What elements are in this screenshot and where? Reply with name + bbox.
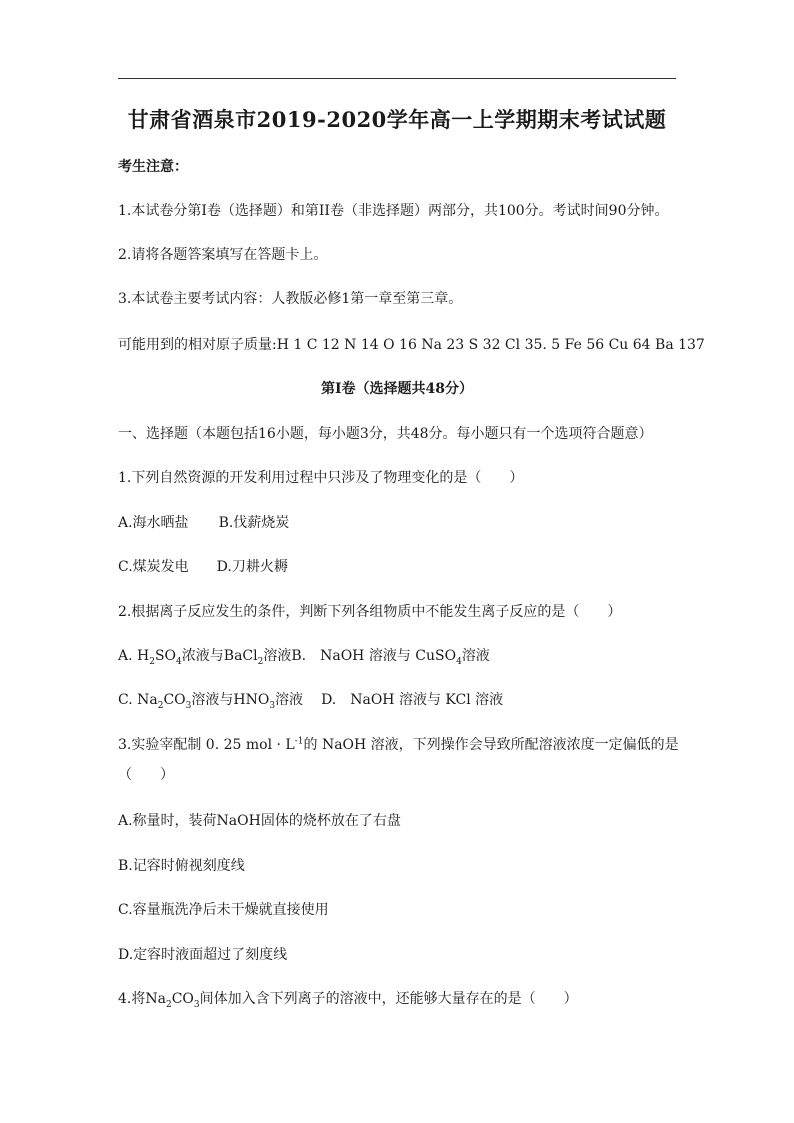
q1-option-b: B.伐薪烧炭 [218, 515, 290, 531]
notice-item-3: 3.本试卷主要考试内容：人教版必修1第一章至第三章。 [118, 291, 463, 307]
part-intro: 一、选择题（本题包括16小题，每小题3分，共48分。每小题只有一个选项符合题意） [118, 426, 653, 442]
q1-option-a: A.海水晒盐 [118, 515, 189, 531]
q3-option-d: D.定容时液面超过了刻度线 [118, 947, 288, 963]
header-rule [118, 78, 676, 79]
q2-options-ab [118, 646, 490, 666]
q2-options-cd [118, 690, 503, 710]
q3-stem: 3.实验宰配制 0. 25 mol · $L^{-1}$的 NaOH 溶液，下列操作会导致所配溶液浓度一定偏低的是 [118, 736, 679, 753]
q3-stem-continued: （ ） [118, 767, 174, 783]
q2-option-d: D. NaOH 溶液与 KCl 溶液 [321, 692, 504, 708]
q2-stem: 2.根据离子反应发生的条件，判断下列各组物质中不能发生离子反应的是（ ） [118, 604, 622, 620]
q3-option-b: B.记容时俯视刻度线 [118, 858, 245, 874]
q1-stem: 1.下列自然资源的开发利用过程中只涉及了物理变化的是（ ） [118, 470, 524, 486]
q2-option-c: C. $Na_2CO_3$溶液与$HNO_3$溶液 [118, 692, 304, 711]
notice-heading: 考生注意： [118, 159, 188, 175]
atomic-masses: 可能用到的相对原子质量:H 1 C 12 N 14 O 16 Na 23 S 32 Cl 35. 5 Fe 56 Cu 64 Ba 137 [118, 337, 705, 353]
q2-option-b: NaOH 溶液与 CuSO$_4$溶液 [320, 648, 490, 667]
q1-options-ab [118, 513, 289, 533]
q1-options-cd [118, 557, 288, 577]
q3-option-c: C.容量瓶洗净后未干燥就直接使用 [118, 902, 329, 918]
page-title: 甘肃省酒泉市2019-2020学年高一上学期期末考试试题 [127, 107, 667, 132]
notice-item-2: 2.请将各题答案填写在答题卡上。 [118, 247, 328, 263]
notice-item-1: 1.本试卷分第I卷（选择题）和第II卷（非选择题）两部分，共100分。考试时间90分钟。 [118, 203, 669, 219]
q2-option-a: A. $H_2SO_4$浓液与BaCl$_2$溶液B. [118, 648, 307, 667]
q1-option-d: D.刀耕火耨 [216, 559, 288, 575]
q1-option-c: C.煤炭发电 [118, 559, 189, 575]
section-heading: 第I卷（选择题共48分） [320, 381, 474, 397]
q4-stem: 4.将$Na_2CO_3$间体加入含下列离子的溶液中，还能够大量存在的是（ ） [118, 991, 578, 1010]
q3-option-a: A.称量时，装荷NaOH固体的烧杯放在了右盘 [118, 813, 401, 829]
